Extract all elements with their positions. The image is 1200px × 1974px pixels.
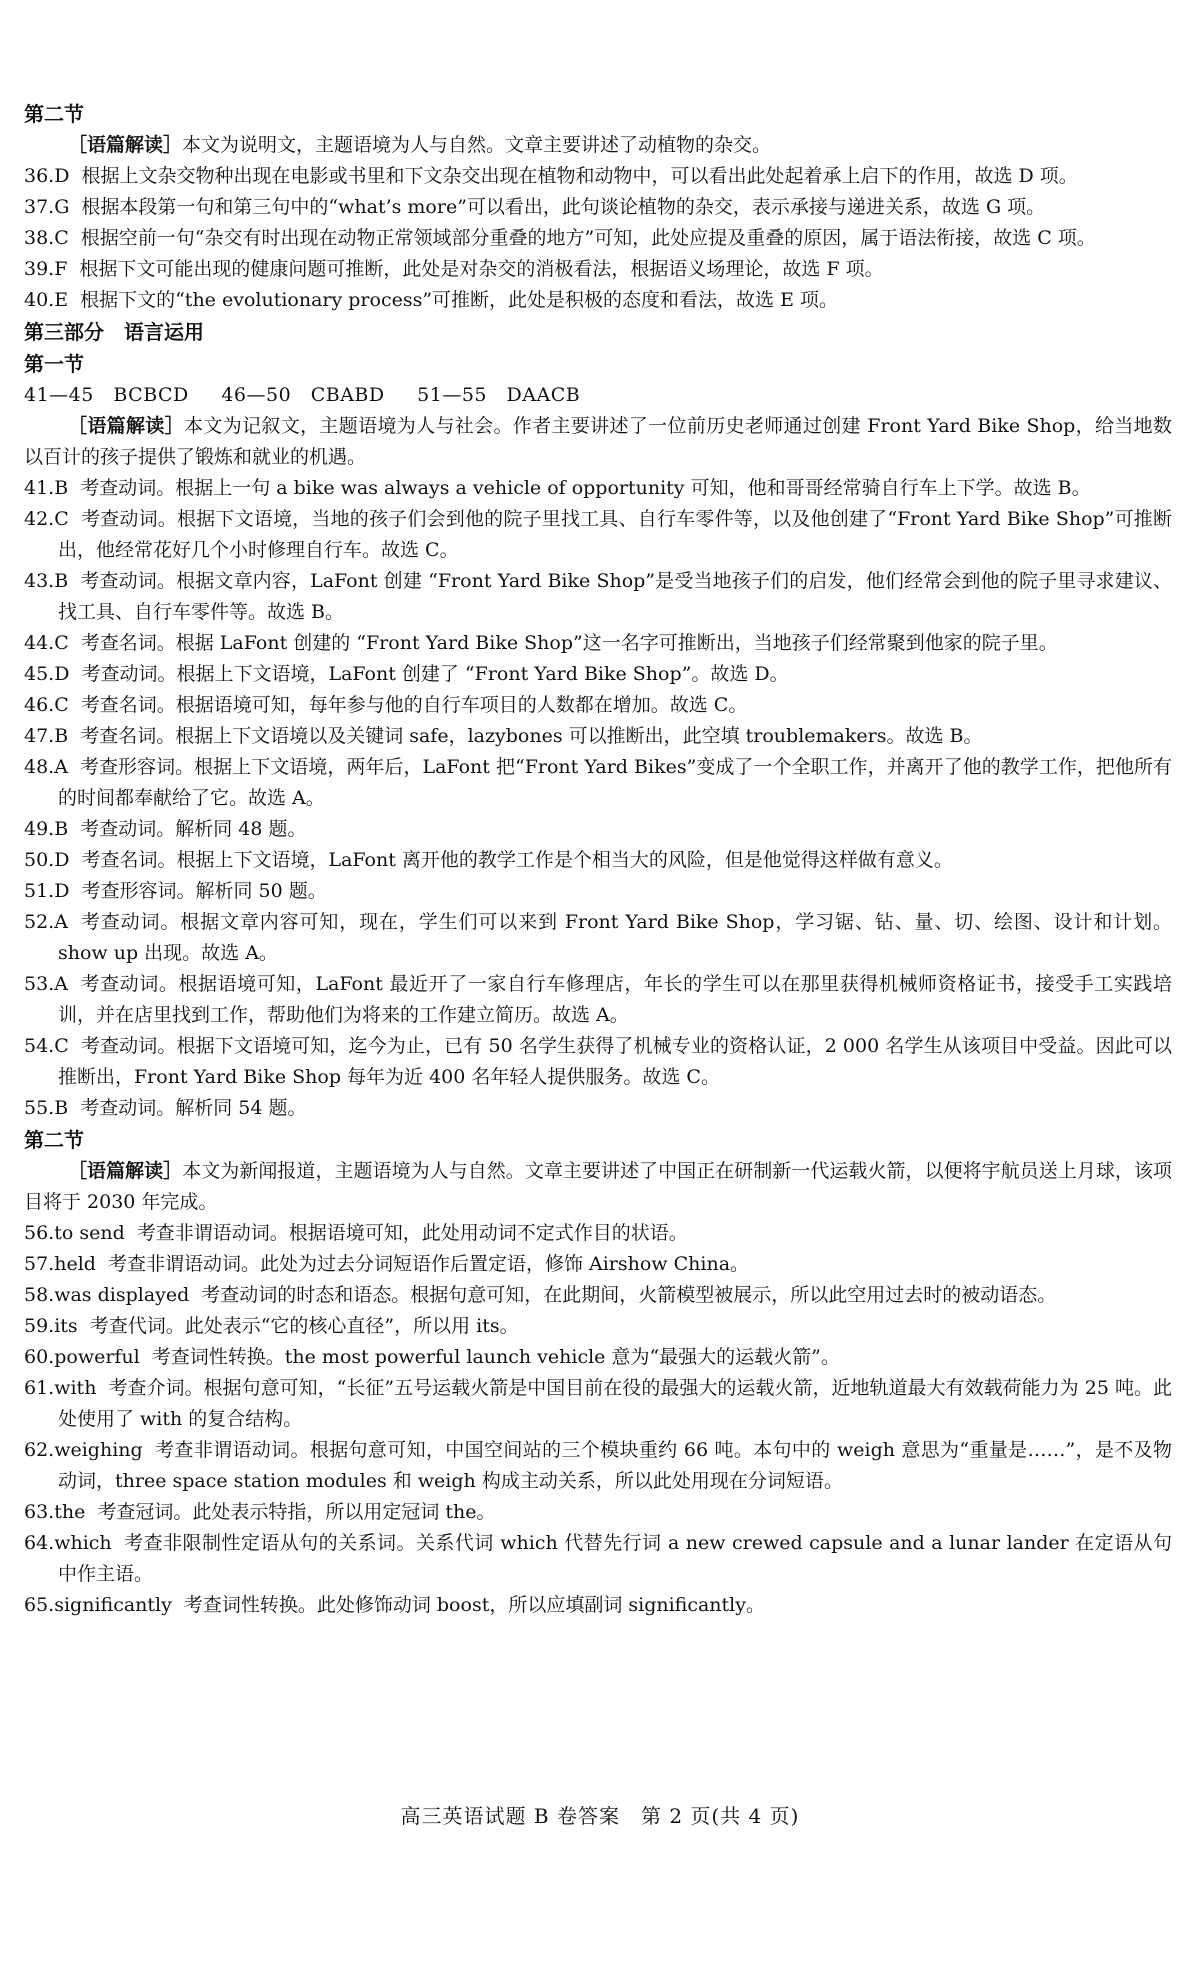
intro-text: 本文为记叙文，主题语境为人与社会。作者主要讲述了一位前历史老师通过创建 Front Yard Bike Shop，给当地数以百计的孩子提供了锻炼和就业的机遇。 (24, 415, 1172, 468)
answer-value: F (54, 258, 68, 280)
explanation-text: 考查名词。根据 LaFont 创建的 “Front Yard Bike Shop”这一名字可推断出，当地孩子们经常聚到他家的院子里。 (80, 632, 1058, 654)
explanation-text: 考查词性转换。the most powerful launch vehicle 意为“最强大的运载火箭”。 (151, 1346, 840, 1368)
question-number: 56. (24, 1222, 55, 1244)
answer-value: B (54, 818, 69, 840)
question-number: 54. (24, 1035, 55, 1057)
answer-group: 51—55 DAACB (417, 384, 581, 406)
answer-list-56-65 (24, 1218, 1172, 1621)
question-number: 62. (24, 1439, 55, 1461)
page-content (24, 98, 1172, 1621)
answer-value: D (54, 849, 70, 871)
question-number: 46. (24, 694, 55, 716)
intro-text: 本文为说明文，主题语境为人与自然。文章主要讲述了动植物的杂交。 (182, 134, 772, 156)
explanation-text: 根据上文杂交物种出现在电影或书里和下文杂交出现在植物和动物中，可以看出此处起着承上启下的作用，故选 D 项。 (81, 165, 1078, 187)
answer-group: 41—45 BCBCD (24, 384, 189, 406)
explanation-text: 考查形容词。解析同 50 题。 (81, 880, 327, 902)
answer-value: C (54, 694, 69, 716)
answer-item (24, 1280, 1172, 1311)
explanation-text: 考查形容词。根据上下文语境，两年后，LaFont 把“Front Yard Bikes”变成了一个全职工作，并离开了他的教学工作，把他所有的时间都奉献给了它。故选 A。 (58, 756, 1172, 809)
explanation-text: 考查代词。此处表示“它的核心直径”，所以用 its。 (89, 1315, 519, 1337)
explanation-text: 考查名词。根据上下文语境，LaFont 离开他的教学工作是个相当大的风险，但是他觉得这样做有意义。 (81, 849, 953, 871)
answer-value: C (54, 1035, 69, 1057)
question-number: 53. (24, 973, 55, 995)
question-number: 45. (24, 663, 55, 685)
answer-item (24, 1031, 1172, 1093)
answer-item (24, 1497, 1172, 1528)
part-heading-language-use: 第三部分 语言运用 (24, 320, 204, 344)
answer-value: C (54, 227, 69, 249)
explanation-text: 考查动词。根据上下文语境，LaFont 创建了 “Front Yard Bike Shop”。故选 D。 (81, 663, 789, 685)
answer-value: which (54, 1532, 112, 1554)
answer-value: D (54, 165, 70, 187)
answer-list-41-55 (24, 473, 1172, 1124)
answer-value: B (54, 570, 69, 592)
question-number: 64. (24, 1532, 55, 1554)
answer-item (24, 659, 1172, 690)
question-number: 57. (24, 1253, 55, 1275)
answer-value: A (54, 911, 68, 933)
question-number: 60. (24, 1346, 55, 1368)
answer-value: powerful (54, 1346, 140, 1368)
answer-value: C (54, 632, 69, 654)
answer-value: was displayed (54, 1284, 190, 1306)
explanation-text: 考查动词。解析同 54 题。 (80, 1097, 307, 1119)
answer-item (24, 1311, 1172, 1342)
answer-item (24, 1093, 1172, 1124)
answer-item (24, 1373, 1172, 1435)
question-number: 61. (24, 1377, 55, 1399)
question-number: 59. (24, 1315, 55, 1337)
answer-value: B (54, 477, 69, 499)
question-number: 51. (24, 880, 55, 902)
question-number: 39. (24, 258, 55, 280)
answer-item (24, 161, 1172, 192)
explanation-text: 考查动词。根据上一句 a bike was always a vehicle of opportunity 可知，他和哥哥经常骑自行车上下学。故选 B。 (80, 477, 1091, 499)
explanation-text: 考查词性转换。此处修饰动词 boost，所以应填副词 significantly。 (183, 1594, 765, 1616)
intro-text: 本文为新闻报道，主题语境为人与自然。文章主要讲述了中国正在研制新一代运载火箭，以便将宇航员送上月球，该项目将于 2030 年完成。 (24, 1160, 1172, 1213)
answer-value: B (54, 1097, 69, 1119)
explanation-text: 考查动词。根据文章内容，LaFont 创建 “Front Yard Bike Shop”是受当地孩子们的启发，他们经常会到他的院子里寻求建议、找工具、自行车零件等。故选 B。 (58, 570, 1172, 623)
answer-value: E (54, 289, 69, 311)
intro-tag: ［语篇解读］ (68, 134, 183, 156)
question-number: 63. (24, 1501, 55, 1523)
question-number: 41. (24, 477, 55, 499)
answer-item (24, 628, 1172, 659)
answer-item (24, 1249, 1172, 1280)
answer-item (24, 1528, 1172, 1590)
answer-item (24, 1342, 1172, 1373)
answer-item (24, 192, 1172, 223)
question-number: 40. (24, 289, 55, 311)
answer-value: to send (54, 1222, 125, 1244)
explanation-text: 考查动词。根据语境可知，LaFont 最近开了一家自行车修理店，年长的学生可以在那里获得机械师资格证书，接受手工实践培训，并在店里找到工作，帮助他们为将来的工作建立简历。故选 A。 (58, 973, 1172, 1026)
answer-item (24, 969, 1172, 1031)
question-number: 58. (24, 1284, 55, 1306)
explanation-text: 考查非谓语动词。此处为过去分词短语作后置定语，修饰 Airshow China。 (107, 1253, 750, 1275)
question-number: 52. (24, 911, 55, 933)
explanation-text: 考查非谓语动词。根据语境可知，此处用动词不定式作目的状语。 (136, 1222, 688, 1244)
question-number: 44. (24, 632, 55, 654)
question-number: 49. (24, 818, 55, 840)
answer-item (24, 876, 1172, 907)
explanation-text: 根据本段第一句和第三句中的“what’s more”可以看出，此句谈论植物的杂交，表示承接与递进关系，故选 G 项。 (81, 196, 1046, 218)
passage-intro-grammar (24, 1156, 1172, 1218)
section-heading-reading-2: 第二节 (24, 102, 84, 126)
answer-item (24, 752, 1172, 814)
explanation-text: 考查非谓语动词。根据句意可知，中国空间站的三个模块重约 66 吨。本句中的 weigh 意思为“重量是……”，是不及物动词，three space station modules 和 weigh 构成主动关系，所以此处用现在分词短语。 (58, 1439, 1172, 1492)
answer-group: 46—50 CBABD (221, 384, 385, 406)
answer-value: with (54, 1377, 97, 1399)
answer-value: the (54, 1501, 86, 1523)
explanation-text: 考查动词的时态和语态。根据句意可知，在此期间，火箭模型被展示，所以此空用过去时的被动语态。 (201, 1284, 1057, 1306)
answer-value: D (54, 880, 70, 902)
answer-item (24, 1590, 1172, 1621)
cloze-answer-key (24, 380, 1172, 411)
explanation-text: 考查动词。根据下文语境可知，迄今为止，已有 50 名学生获得了机械专业的资格认证，2 000 名学生从该项目中受益。因此可以推断出，Front Yard Bike Shop 每年为近 400 名年轻人提供服务。故选 C。 (58, 1035, 1172, 1088)
answer-item (24, 504, 1172, 566)
intro-tag: ［语篇解读］ (68, 1160, 183, 1182)
question-number: 38. (24, 227, 55, 249)
explanation-text: 考查非限制性定语从句的关系词。关系代词 which 代替先行词 a new crewed capsule and a lunar lander 在定语从句中作主语。 (58, 1532, 1172, 1585)
answer-value: weighing (54, 1439, 143, 1461)
answer-item (24, 907, 1172, 969)
question-number: 42. (24, 508, 55, 530)
answer-item (24, 814, 1172, 845)
answer-value: A (54, 973, 68, 995)
explanation-text: 考查动词。根据文章内容可知，现在，学生们可以来到 Front Yard Bike Shop，学习锯、钻、量、切、绘图、设计和计划。show up 出现。故选 A。 (58, 911, 1172, 964)
answer-item (24, 223, 1172, 254)
explanation-text: 根据下文可能出现的健康问题可推断，此处是对杂交的消极看法，根据语义场理论，故选 F 项。 (79, 258, 884, 280)
answer-value: D (54, 663, 70, 685)
question-number: 65. (24, 1594, 55, 1616)
answer-list-36-40 (24, 161, 1172, 316)
answer-item (24, 721, 1172, 752)
question-number: 47. (24, 725, 55, 747)
question-number: 36. (24, 165, 55, 187)
section-heading-grammar: 第二节 (24, 1128, 84, 1152)
answer-item (24, 845, 1172, 876)
answer-value: C (54, 508, 69, 530)
explanation-text: 根据空前一句“杂交有时出现在动物正常领域部分重叠的地方”可知，此处应提及重叠的原因，属于语法衔接，故选 C 项。 (80, 227, 1096, 249)
question-number: 55. (24, 1097, 55, 1119)
explanation-text: 考查名词。根据语境可知，每年参与他的自行车项目的人数都在增加。故选 C。 (80, 694, 748, 716)
answer-item (24, 566, 1172, 628)
explanation-text: 考查动词。解析同 48 题。 (80, 818, 307, 840)
answer-value: G (54, 196, 70, 218)
answer-value: A (54, 756, 68, 778)
question-number: 37. (24, 196, 55, 218)
explanation-text: 考查介词。根据句意可知，“长征”五号运载火箭是中国目前在役的最强大的运载火箭，近地轨道最大有效载荷能力为 25 吨。此处使用了 with 的复合结构。 (58, 1377, 1172, 1430)
answer-value: held (54, 1253, 96, 1275)
explanation-text: 考查名词。根据上下文语境以及关键词 safe，lazybones 可以推断出，此空填 troublemakers。故选 B。 (80, 725, 983, 747)
intro-tag: ［语篇解读］ (68, 415, 185, 437)
passage-intro-reading (24, 130, 1172, 161)
answer-item (24, 473, 1172, 504)
answer-item (24, 254, 1172, 285)
answer-value: B (54, 725, 69, 747)
explanation-text: 考查动词。根据下文语境，当地的孩子们会到他的院子里找工具、自行车零件等，以及他创建了“Front Yard Bike Shop”可推断出，他经常花好几个小时修理自行车。故选 C。 (58, 508, 1172, 561)
question-number: 48. (24, 756, 55, 778)
answer-item (24, 1435, 1172, 1497)
passage-intro-cloze (24, 411, 1172, 473)
page-footer: 高三英语试题 B 卷答案 第 2 页(共 4 页) (400, 1804, 800, 1828)
answer-value: significantly (54, 1594, 172, 1616)
section-heading-cloze: 第一节 (24, 352, 84, 376)
explanation-text: 考查冠词。此处表示特指，所以用定冠词 the。 (97, 1501, 496, 1523)
explanation-text: 根据下文的“the evolutionary process”可推断，此处是积极的态度和看法，故选 E 项。 (80, 289, 838, 311)
question-number: 50. (24, 849, 55, 871)
answer-item (24, 1218, 1172, 1249)
answer-item (24, 690, 1172, 721)
question-number: 43. (24, 570, 55, 592)
answer-value: its (54, 1315, 78, 1337)
answer-item (24, 285, 1172, 316)
